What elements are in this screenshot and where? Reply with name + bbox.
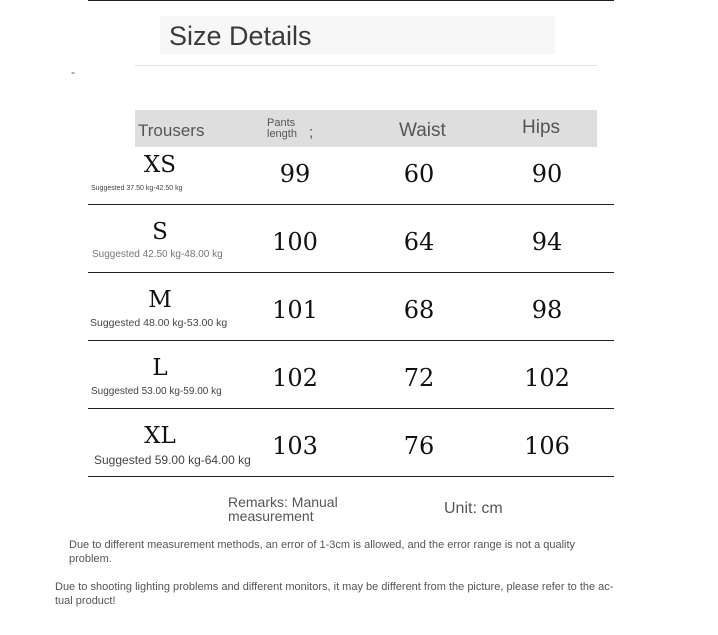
suggested-weight: Suggested 53.00 kg-59.00 kg [91,386,222,397]
error-note-line1: Due to different measurement methods, an error of 1-3cm is allowed, and the error range is not a quality [69,539,576,551]
bottom-divider [88,476,614,477]
size-label: XS [143,152,177,178]
suggested-weight: Suggested 48.00 kg-53.00 kg [90,317,228,329]
pants-length-value: 100 [272,228,318,256]
error-note [69,538,575,566]
header-pants-length-mark: ; [309,124,314,141]
suggested-weight: Suggested 42.50 kg-48.00 kg [92,249,223,260]
waist-value: 72 [403,364,435,392]
remarks-line2: measurement [228,508,314,524]
error-note-line2: problem. [69,553,112,565]
page-title: Size Details [169,21,312,51]
row-divider [88,272,614,273]
header-waist: Waist [399,120,446,141]
hips-value: 98 [531,296,563,324]
lighting-note [55,580,613,608]
pants-length-value: 101 [272,296,318,324]
lighting-note-line2: tual product! [55,595,116,607]
size-label: L [152,355,168,381]
pants-length-value: 99 [279,160,311,188]
header-pants-length-line2: length [267,128,297,140]
unit-label: Unit: cm [444,500,503,517]
size-label: M [148,287,172,313]
row-divider [88,340,614,341]
pants-length-value: 103 [272,432,318,460]
hips-value: 94 [531,228,563,256]
hips-value: 90 [531,160,563,188]
lighting-note-line1: Due to shooting lighting problems and different monitors, it may be different from the picture, please refer to the ac- [55,581,614,593]
top-divider [88,0,614,1]
header-hips: Hips [522,117,561,138]
row-divider [88,408,614,409]
waist-value: 68 [403,296,435,324]
waist-value: 76 [403,432,435,460]
size-label: S [152,219,168,245]
size-label: XL [144,423,176,449]
hips-value: 102 [524,364,570,392]
remarks [228,495,338,523]
waist-value: 64 [403,228,435,256]
suggested-weight: Suggested 59.00 kg-64.00 kg [94,453,251,467]
header-pants-length-line1: Pants [267,117,296,129]
waist-value: 60 [403,160,435,188]
suggested-weight: Suggested 37.50 kg-42.50 kg [91,185,183,192]
header-trousers: Trousers [138,121,205,140]
title-underline [135,65,597,66]
pants-length-value: 102 [272,364,318,392]
row-divider [88,204,614,205]
dash-mark: - [71,65,75,79]
hips-value: 106 [524,432,570,460]
header-pants-length [267,118,297,140]
remarks-line1: Remarks: Manual [228,494,338,510]
